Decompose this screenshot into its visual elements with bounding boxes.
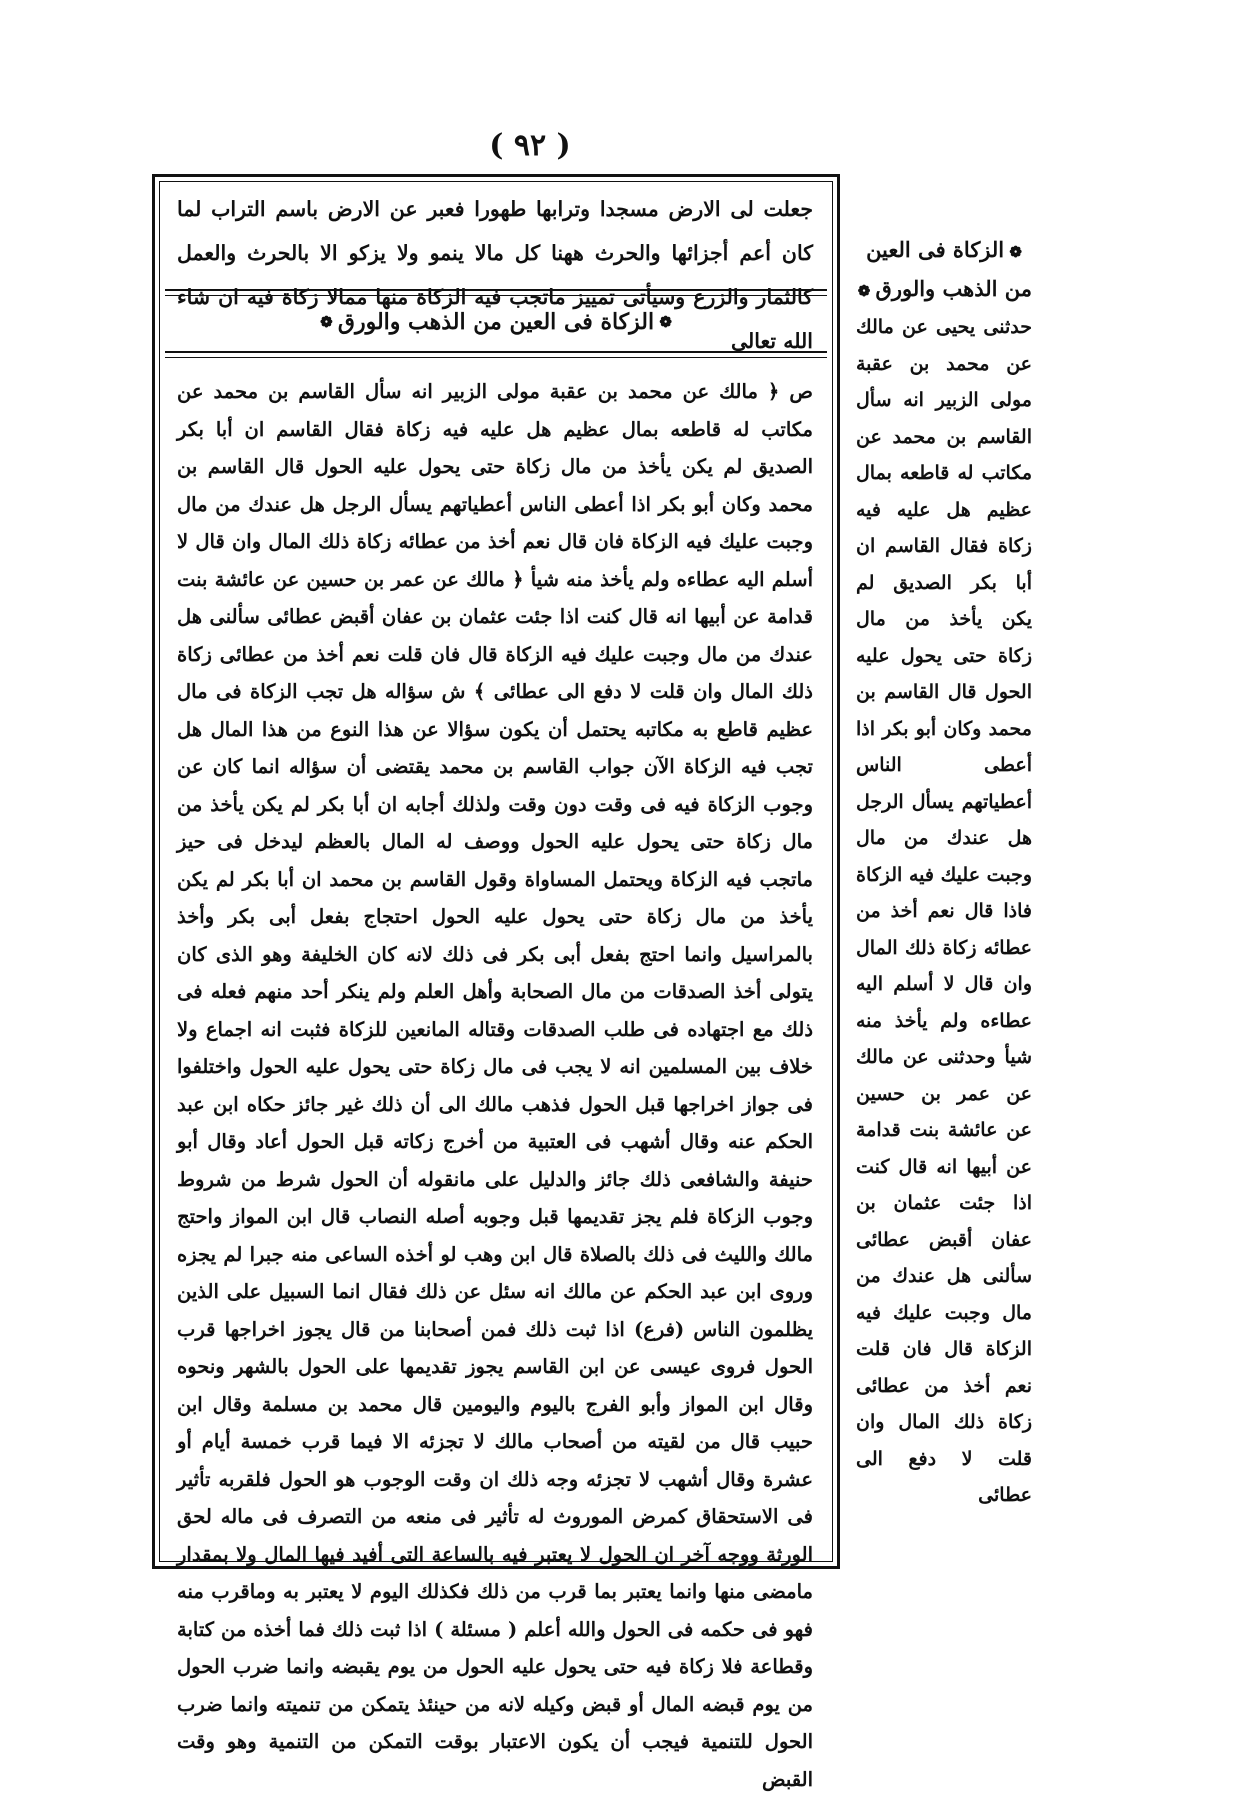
page-number: ( ٩٢ ) <box>489 128 571 163</box>
heading-ornament-left: ❁ <box>654 313 672 331</box>
margin-title-text: الزكاة فى العين من الذهب والورق <box>866 237 1032 301</box>
margin-column <box>856 232 1032 1514</box>
heading-top-rule <box>165 289 827 291</box>
margin-title <box>856 232 1032 309</box>
section-heading-text: الزكاة فى العين من الذهب والورق <box>337 309 655 335</box>
intro-paragraph: جعلت لى الارض مسجدا وترابها طهورا فعبر عن الارض باسم التراب لما كان أعم أجزائها والحرث ههنا كل مالا ينمو ولا يزكو الا بالحرث والعمل كالثمار والزرع وسيأتى تمييز ماتجب فيه الزكاة منها ممالا زكاة فيه ان شاء الله تعالى <box>177 197 813 353</box>
main-text-frame <box>152 174 840 1791</box>
section-heading <box>165 297 827 347</box>
margin-hadith-text: حدثنى يحيى عن مالك عن محمد بن عقبة مولى الزبير انه سأل القاسم بن محمد عن مكاتب له قاطعه بمال عظيم هل عليه فيه زكاة فقال القاسم ان أبا بكر الصديق لم يكن يأخذ من مال زكاة حتى يحول عليه الحول قال القاسم بن محمد وكان أبو بكر اذا أعطى الناس أعطياتهم يسأل الرجل هل عندك من مال وجبت عليك فيه الزكاة فاذا قال نعم أخذ من عطائه زكاة ذلك المال وان قال لا أسلم اليه عطاءه ولم يأخذ منه شيأ وحدثنى عن مالك عن عمر بن حسين عن عائشة بنت قدامة عن أبيها انه قال كنت اذا جئت عثمان بن عفان أقبض عطائى سألنى هل عندك من مال وجبت عليك فيه الزكاة قال فان قلت نعم أخذ من عطائى زكاة ذلك المال وان قلت لا دفع الى عطائى <box>856 316 1032 1506</box>
heading-bottom-rule-thin <box>165 357 827 358</box>
margin-ornament: ❁ <box>1004 243 1022 261</box>
heading-ornament-right: ❁ <box>320 313 338 331</box>
commentary-body: ص ﴿ مالك عن محمد بن عقبة مولى الزبير انه سأل القاسم بن محمد عن مكاتب له قاطعه بمال عظيم هل عليه فيه زكاة فقال القاسم ان أبا بكر الصديق لم يكن يأخذ من مال زكاة حتى يحول عليه الحول قال القاسم بن محمد وكان أبو بكر اذا أعطى الناس أعطياتهم يسأل الرجل هل عندك من مال وجبت عليك فيه الزكاة فان قال نعم أخذ من عطائه زكاة ذلك المال وان قال لا أسلم اليه عطاءه ولم يأخذ منه شيأ ﴿ مالك عن عمر بن حسين عن عائشة بنت قدامة عن أبيها انه قال كنت اذا جئت عثمان بن عفان أقبض عطائى سألنى هل عندك من مال وجبت عليك فيه الزكاة قال فان قلت نعم أخذ من عطائى زكاة ذلك المال وان قلت لا دفع الى عطائى ﴾ ش سؤاله هل تجب الزكاة فى مال عظيم قاطع به مكاتبه يحتمل أن يكون سؤالا عن هذا النوع من هذا المال هل تجب فيه الزكاة الآن جواب القاسم بن محمد يقتضى أن سؤاله انما كان عن وجوب الزكاة فيه فى وقت دون وقت ولذلك أجابه ان أبا بكر لم يكن يأخذ من مال زكاة حتى يحول عليه الحول ووصف له المال بالعظم ليدخل فى حيز ماتجب فيه الزكاة ويحتمل المساواة وقول القاسم بن محمد ان أبا بكر لم يكن يأخذ من مال زكاة حتى يحول عليه الحول احتجاج بفعل أبى بكر وأخذ بالمراسيل وانما احتج بفعل أبى بكر فى ذلك لانه كان الخليفة وهو الذى كان يتولى أخذ الصدقات من مال الصحابة وأهل العلم ولم ينكر أحد منهم فعله فى ذلك مع اجتهاده فى طلب الصدقات وقتاله المانعين للزكاة فثبت انه اجماع ولا خلاف بين المسلمين انه لا يجب فى مال زكاة حتى يحول عليه الحول واختلفوا فى جواز اخراجها قبل الحول فذهب مالك الى أن ذلك غير جائز حكاه ابن عبد الحكم عنه وقال أشهب فى العتبية من أخرج زكاته قبل الحول أعاد وقال أبو حنيفة والشافعى ذلك جائز والدليل على مانقوله أن الحول شرط من شروط وجوب الزكاة فلم يجز تقديمها قبل وجوبه أصله النصاب قال ابن المواز واحتج مالك والليث فى ذلك بالصلاة قال ابن وهب لو أخذه الساعى منه جبرا لم يجزه وروى ابن عبد الحكم عن مالك انه سئل عن ذلك فقال انما السبيل على الذين يظلمون الناس (فرع) اذا ثبت ذلك فمن أصحابنا من قال يجوز اخراجها قرب الحول فروى عيسى عن ابن القاسم يجوز تقديمها على الحول بالشهر ونحوه وقال ابن المواز وأبو الفرج باليوم واليومين قال محمد بن مسلمة وقال ابن حبيب قال من لقيته من أصحاب مالك لا تجزئه الا فيما قرب خمسة أيام أو عشرة وقال أشهب لا تجزئه وجه ذلك ان وقت الوجوب هو الحول فلقربه تأثير فى الاستحقاق كمرض الموروث له تأثير فى منعه من التصرف فى ماله لحق الورثة ووجه آخر ان الحول لا يعتبر فيه بالساعة التى أفيد فيها المال ولا بمقدار مامضى منها وانما يعتبر بما قرب من ذلك فكذلك اليوم لا يعتبر به وماقرب منه فهو فى حكمه فى الحول والله أعلم ( مسئلة ) اذا ثبت ذلك فما أخذه من كتابة وقطاعة فلا زكاة فيه حتى يحول عليه الحول من يوم يقبضه وانما ضرب الحول من يوم قبضه المال أو قبض وكيله لانه من حينئذ يتمكن من تنميته وانما ضرب الحول للتنمية فيجب أن يكون الاعتبار بوقت التمكن من التنمية وهو وقت القبض <box>177 380 813 1791</box>
heading-bottom-rule <box>165 351 827 353</box>
margin-ornament-end: ❁ <box>857 281 876 300</box>
heading-top-rule-thin <box>165 295 827 296</box>
